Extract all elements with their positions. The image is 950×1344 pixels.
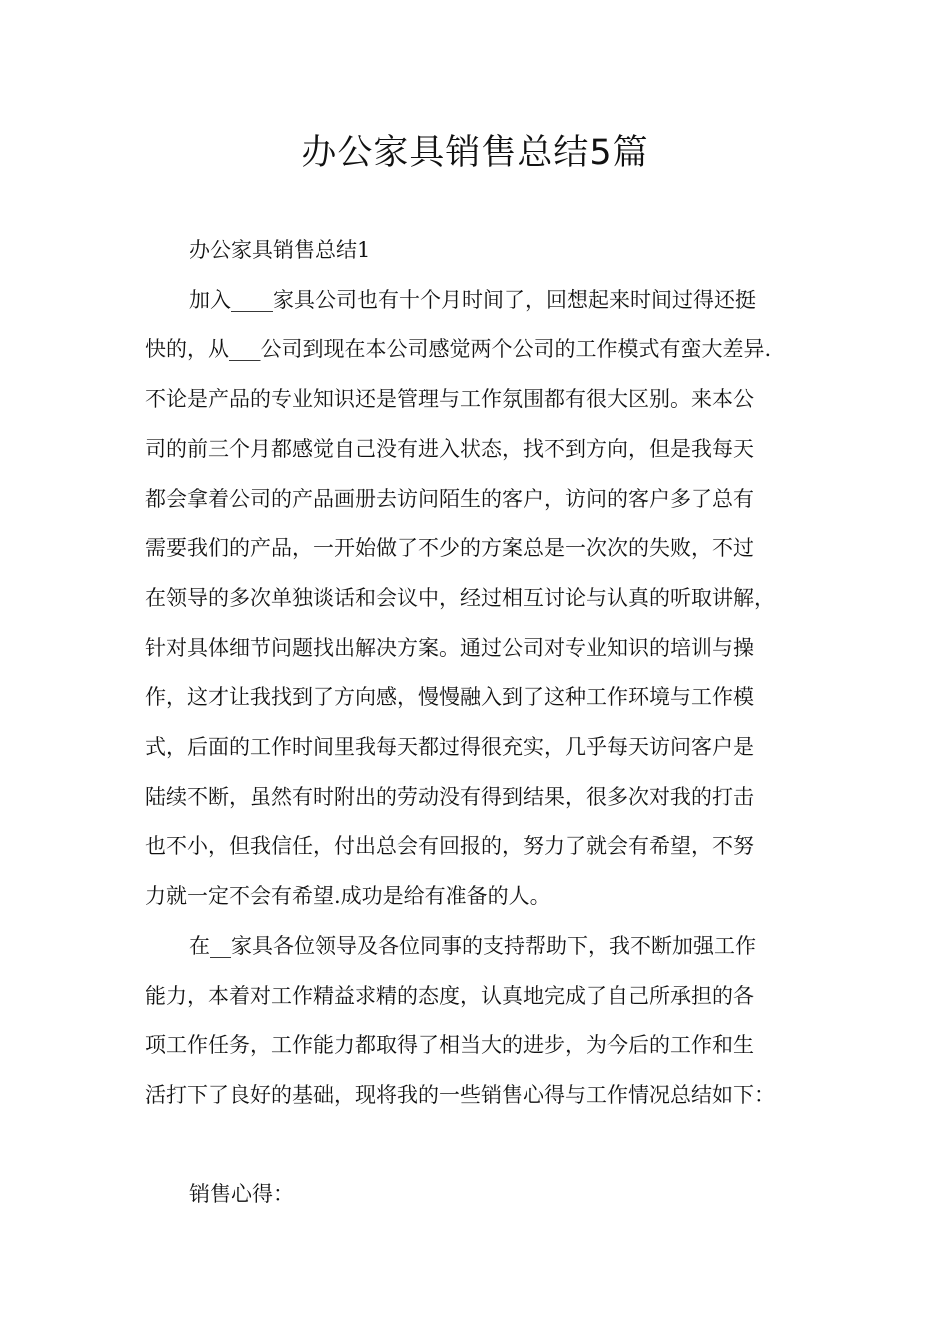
paragraph-line: 作，这才让我找到了方向感，慢慢融入到了这种工作环境与工作模 bbox=[145, 685, 754, 710]
paragraph-line: 快的，从___公司到现在本公司感觉两个公司的工作模式有蛮大差异. bbox=[145, 337, 772, 362]
paragraph-line: 能力，本着对工作精益求精的态度，认真地完成了自己所承担的各 bbox=[145, 983, 754, 1008]
paragraph-line: 针对具体细节问题找出解决方案。通过公司对专业知识的培训与操 bbox=[145, 635, 754, 660]
paragraph-line: 式，后面的工作时间里我每天都过得很充实，几乎每天访问客户是 bbox=[145, 735, 754, 760]
paragraph-line: 不论是产品的专业知识还是管理与工作氛围都有很大区别。来本公 bbox=[145, 387, 754, 412]
blank-line bbox=[145, 1121, 825, 1171]
document-body bbox=[145, 226, 825, 1220]
document-title: 办公家具销售总结5篇 bbox=[301, 133, 649, 173]
paragraph-line: 力就一定不会有希望.成功是给有准备的人。 bbox=[145, 884, 551, 909]
section-heading: 办公家具销售总结1 bbox=[189, 238, 371, 262]
paragraph-line: 活打下了良好的基础，现将我的一些销售心得与工作情况总结如下： bbox=[145, 1082, 775, 1107]
paragraph-line: 陆续不断，虽然有时附出的劳动没有得到结果，很多次对我的打击 bbox=[145, 784, 754, 809]
paragraph-1 bbox=[145, 276, 825, 922]
paragraph-line: 在领导的多次单独谈话和会议中，经过相互讨论与认真的听取讲解， bbox=[145, 585, 775, 610]
paragraph-line: 都会拿着公司的产品画册去访问陌生的客户，访问的客户多了总有 bbox=[145, 486, 754, 511]
paragraph-line: 在__家具各位领导及各位同事的支持帮助下，我不断加强工作 bbox=[189, 933, 756, 958]
paragraph-line: 需要我们的产品，一开始做了不少的方案总是一次次的失败，不过 bbox=[145, 536, 754, 561]
paragraph-2 bbox=[145, 922, 825, 1121]
paragraph-line: 项工作任务，工作能力都取得了相当大的进步，为今后的工作和生 bbox=[145, 1033, 754, 1058]
paragraph-line: 也不小，但我信任，付出总会有回报的，努力了就会有希望，不努 bbox=[145, 834, 754, 859]
paragraph-line: 加入____家具公司也有十个月时间了，回想起来时间过得还挺 bbox=[189, 287, 756, 312]
paragraph-line: 司的前三个月都感觉自己没有进入状态，找不到方向，但是我每天 bbox=[145, 436, 754, 461]
subheading: 销售心得： bbox=[189, 1182, 294, 1207]
